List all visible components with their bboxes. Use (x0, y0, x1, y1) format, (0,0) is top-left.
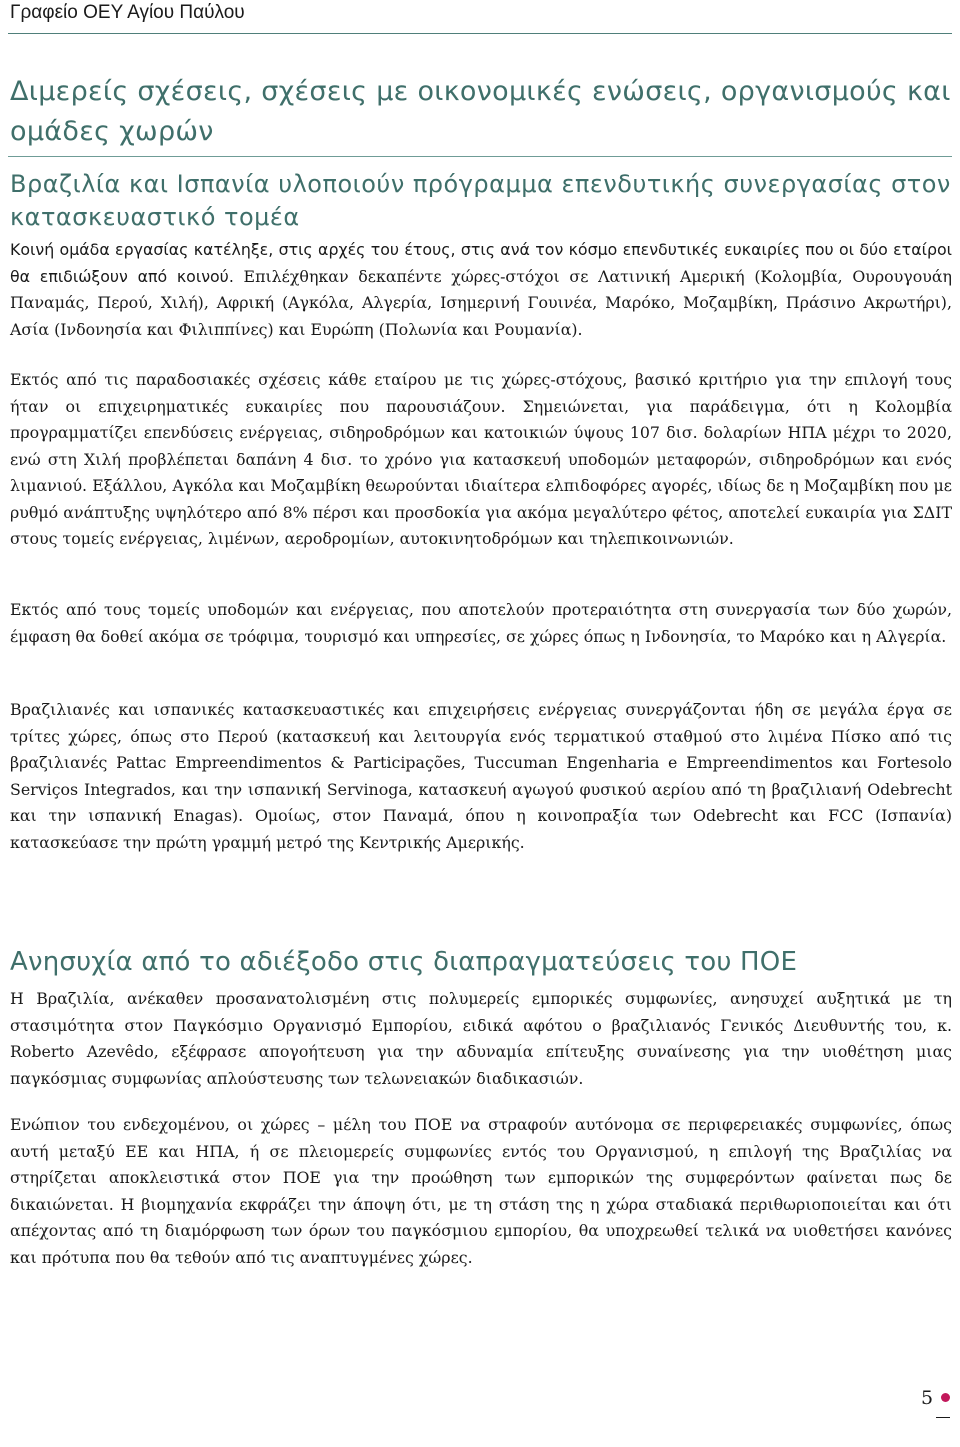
body-paragraph: Εκτός από τους τομείς υποδομών και ενέργειας, που αποτελούν προτεραιότητα στη συνεργασία των δύο χωρών, έμφαση θα δοθεί ακόμα σε τρόφιμα, τουρισμό και υπηρεσίες, σε χώρες όπως η Ινδονησία, το Μαρόκο και η Αλγερία. (10, 600, 952, 646)
body-paragraph: Εκτός από τις παραδοσιακές σχέσεις κάθε εταίρου με τις χώρες-στόχους, βασικό κριτήριο για την επιλογή τους ήταν οι επιχειρηματικές ευκαιρίες που παρουσιάζουν. Σημειώνεται, για παράδειγμα, ότι η Κολομβία προγραμματίζει επενδύσεις ενέργειας, σιδηροδρόμων και κατοικιών ύψους 107 δισ. δολαρίων ΗΠΑ μέχρι το 2020, ενώ στη Χιλή προβλέπεται δαπάνη 4 δισ. το χρόνο για κατασκευή υποδομών μεταφορών, σιδηροδρόμων και ενός λιμανιού. Εξάλλου, Αγκόλα και Μοζαμβίκη θεωρούνται ιδιαίτερα ελπιδοφόρες αγορές, ιδίως δε η Μοζαμβίκη που με ρυθμό ανάπτυξης υψηλότερο από 8% πέρσι και προσδοκία για ακόμα μεγαλύτερο φέτος, αποτελεί ευκαιρία για ΣΔΙΤ στους τομείς ενέργειας, λιμένων, αεροδρομίων, αυτοκινητοδρόμων και τηλεπικοινωνιών. (10, 370, 952, 548)
section-title-brazil-spain: Βραζιλία και Ισπανία υλοποιούν πρόγραμμα επενδυτικής συνεργασίας στον κατασκευαστικό τομέα (10, 170, 951, 231)
header-title: Γραφείο ΟΕΥ Αγίου Παύλου (10, 2, 245, 23)
section-title-wto: Ανησυχία από το αδιέξοδο στις διαπραγματεύσεις του ΠΟΕ (10, 947, 798, 977)
lead-text-intro: Κοινή ομάδα εργασίας κατέληξε, στις αρχές του έτους, στις ανά τον κόσμο επενδυτικές ευκαιρίες που οι δύο εταίροι θα επιδιώξουν από κοινού. (10, 240, 952, 286)
page-number: 5 (921, 1387, 934, 1409)
body-paragraph: Βραζιλιανές και ισπανικές κατασκευαστικές και επιχειρήσεις ενέργειας συνεργάζονται ήδη σε μεγάλα έργα σε τρίτες χώρες, όπως στο Περού (κατασκευή και λειτουργία ενός τερματικού σταθμού στο λιμένα Πίσκο από τις βραζιλιανές Pattac Empreendimentos & Participações, Tuccuman Engenharia e Empreendimentos και Fortesolo Serviços Integrados, και την ισπανική Servinoga, κατασκευή αγωγού φυσικού αερίου από τη βραζιλιανή Odebrecht και την ισπανική Enagas). Ομοίως, στον Παναμά, όπου η κοινοπραξία των Odebrecht και FCC (Ισπανία) κατασκεύασε την πρώτη γραμμή μετρό της Κεντρικής Αμερικής. (10, 700, 952, 852)
page-dot-icon (941, 1393, 950, 1402)
lead-paragraph (10, 237, 952, 343)
body-paragraph: Ενώπιον του ενδεχομένου, οι χώρες – μέλη του ΠΟΕ να στραφούν αυτόνομα σε περιφερειακές συμφωνίες, όπως αυτή μεταξύ ΕΕ και ΗΠΑ, ή σε πλειομερείς συμφωνίες εντός του Οργανισμού, η επιλογή της Βραζιλίας να στηρίζεται αποκλειστικά στον ΠΟΕ για την προώθηση των εμπορικών της συμφερόντων φαίνεται πως δε δικαιώνεται. Η βιομηχανία εκφράζει την άποψη ότι, με τη στάση της η χώρα σταδιακά περιθωριοποιείται και ότι απέχοντας από τη διαμόρφωση των όρων του παγκόσμιου εμπορίου, θα υποχρεωθεί τελικά να υιοθετήσει κανόνες και πρότυπα που θα τεθούν από τις αναπτυγμένες χώρες. (10, 1115, 952, 1267)
page-title: Διμερείς σχέσεις, σχέσεις με οικονομικές ενώσεις, οργανισμούς και ομάδες χωρών (10, 76, 951, 147)
body-paragraph: Η Βραζιλία, ανέκαθεν προσανατολισμένη στις πολυμερείς εμπορικές συμφωνίες, ανησυχεί αυξητικά με τη στασιμότητα στον Παγκόσμιο Οργανισμό Εμπορίου, ειδικά αφότου ο βραζιλιανός Γενικός Διευθυντής του, κ. Roberto Azevêdo, εξέφρασε απογοήτευση για την αδυναμία επίτευξης συναίνεσης για την υιοθέτηση μιας παγκόσμιας συμφωνίας απλούστευσης των τελωνειακών διαδικασιών. (10, 989, 952, 1088)
header-divider (8, 33, 952, 34)
lead-text-countries: Επιλέχθηκαν δεκαπέντε χώρες-στόχοι σε Λατινική Αμερική (Κολομβία, Ουρουγουάη Παναμάς, Περού, Χιλή), Αφρική (Αγκόλα, Αλγερία, Ισημερινή Γουινέα, Μαρόκο, Μοζαμβίκη, Πράσινο Ακρωτήρι), Ασία (Ινδονησία και Φιλιππίνες) και Ευρώπη (Πολωνία και Ρουμανία). (10, 266, 952, 339)
title-divider (8, 156, 952, 157)
footer-divider (936, 1417, 950, 1418)
